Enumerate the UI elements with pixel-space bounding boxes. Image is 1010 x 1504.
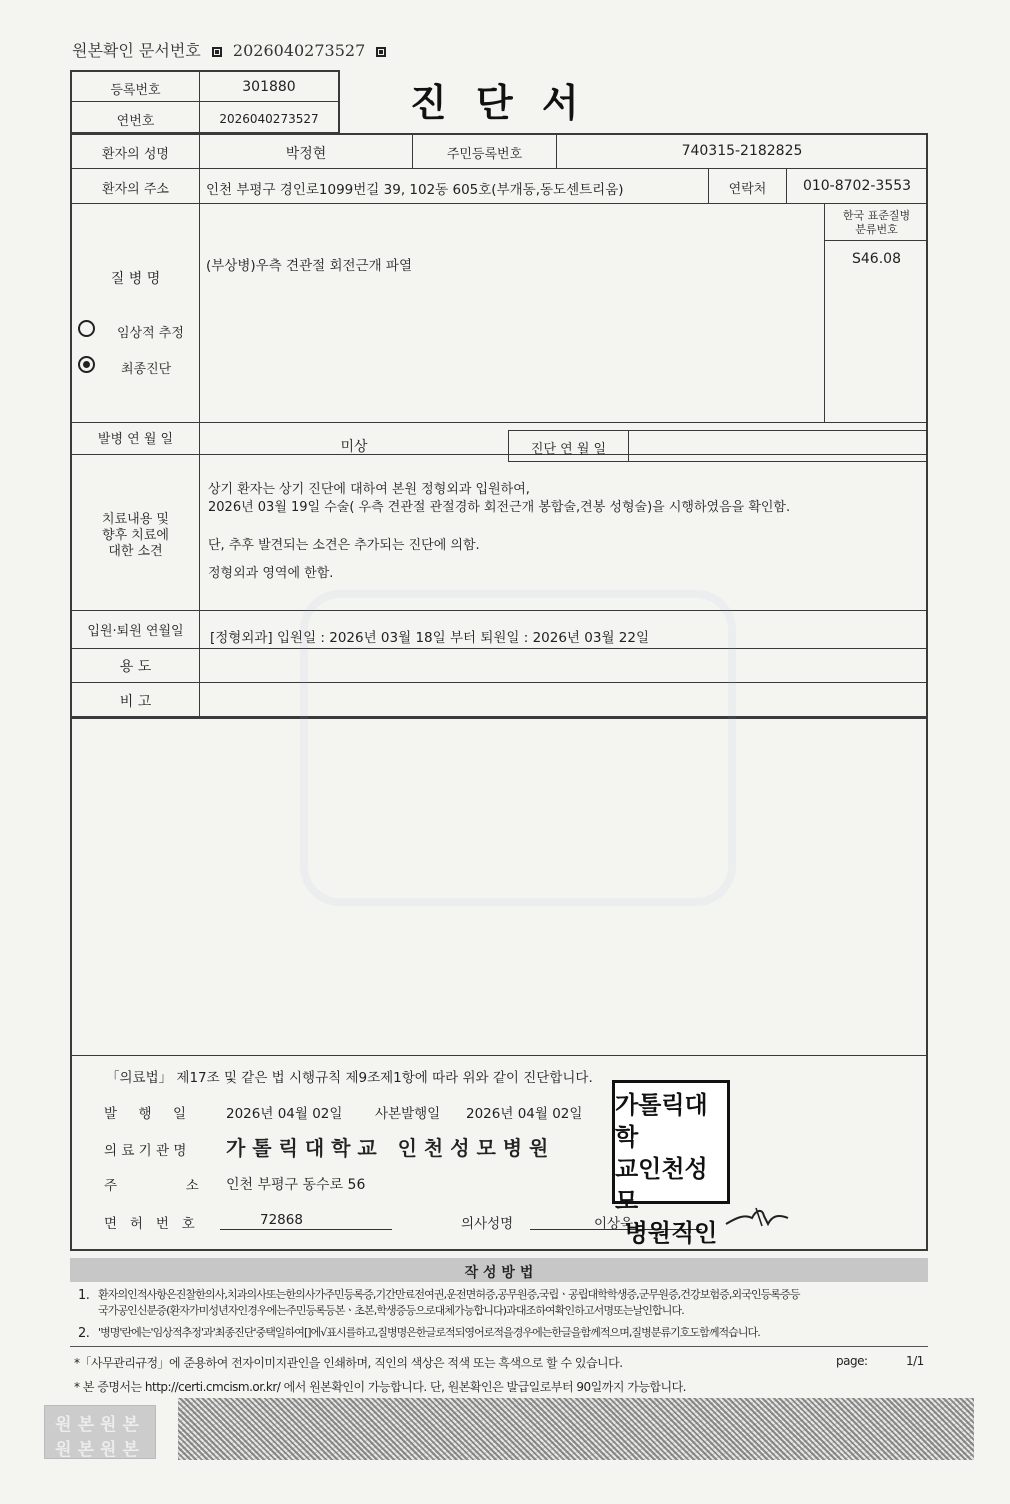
- treatment-line-4: 정형외과 영역에 한함.: [208, 566, 334, 581]
- copy-date-label: 사본발행일: [375, 1106, 441, 1122]
- note-1: *「사무관리규정」에 준용하여 전자이미지관인을 인쇄하며, 직인의 색상은 적색 또는 흑색으로 할 수 있습니다.: [74, 1356, 623, 1370]
- instruction-1-a: 환자의인적사항은진찰한의사,치과의사또는한의사가주민등록증,기간만료전여권,운전면허증,공무원증,국립ㆍ공립대학학생증,군무원증,건강보험증,외국인등록증등: [98, 1288, 800, 1301]
- remarks-label: 비 고: [119, 694, 152, 710]
- treatment-label-1: 치료내용 및: [102, 512, 169, 527]
- instruction-1-no: 1.: [78, 1288, 90, 1303]
- signature-icon: [722, 1204, 792, 1230]
- square-icon: [212, 47, 222, 57]
- patient-name-label: 환자의 성명: [102, 147, 169, 162]
- treatment-line-3: 단, 추후 발견되는 소견은 추가되는 진단에 의함.: [208, 538, 480, 553]
- address-value: 인천 부평구 경인로1099번길 39, 102동 605호(부개동,동도센트리움): [206, 182, 624, 198]
- stamp-text-1: 원본원본: [55, 1415, 145, 1435]
- doc-check-line: [72, 38, 386, 61]
- clinical-estimate-label: 임상적 추정: [117, 326, 184, 341]
- security-barcode: [178, 1398, 974, 1460]
- clinical-estimate-radio[interactable]: [78, 320, 95, 337]
- serial-value: 2026040273527: [219, 112, 319, 126]
- contact-label: 연락처: [728, 182, 767, 197]
- instruction-2: '병명'란에는'임상적추정'과'최종진단'중택일하여[]에√표시를하고,질병명은한글로적되영어로적을경우에는한글을함께적으며,질병분류기호도함께적습니다.: [98, 1326, 760, 1339]
- seal-row-2: 교인천성모: [615, 1154, 708, 1215]
- instructions-title: 작 성 방 법: [464, 1265, 534, 1281]
- doc-number: 2026040273527: [232, 41, 366, 60]
- diagnosis-date-label: 진단 연 월 일: [530, 442, 607, 457]
- onset-value: 미상: [340, 439, 368, 455]
- code-label-1: 한국 표준질병: [842, 209, 911, 222]
- original-stamp: [44, 1405, 156, 1459]
- purpose-label: 용 도: [119, 659, 152, 675]
- contact-value: 010-8702-3553: [802, 178, 912, 194]
- copy-date: 2026년 04월 02일: [466, 1106, 583, 1122]
- issue-date-label: 발 행 일: [104, 1106, 187, 1122]
- rrn-label: 주민등록번호: [446, 147, 523, 162]
- final-diagnosis-radio[interactable]: [78, 356, 95, 373]
- instruction-2-no: 2.: [78, 1326, 90, 1341]
- document-title: 진 단 서: [410, 81, 587, 125]
- doctor-label: 의사성명: [461, 1216, 514, 1232]
- treatment-line-1: 상기 환자는 상기 진단에 대하여 본원 정형외과 입원하여,: [208, 482, 530, 497]
- rrn-value: 740315-2182825: [681, 143, 803, 159]
- disease-code: S46.08: [852, 251, 901, 267]
- disease-name: (부상병)우측 견관절 회전근개 파열: [206, 258, 412, 274]
- institution-name: 가 톨 릭 대 학 교 인 천 성 모 병 원: [226, 1136, 549, 1160]
- address-label: 환자의 주소: [102, 182, 169, 197]
- admission-value: [정형외과] 입원일 : 2026년 03월 18일 부터 퇴원일 : 2026년 03월 22일: [210, 630, 649, 646]
- final-diagnosis-label: 최종진단: [121, 362, 172, 377]
- treatment-label-2: 향후 치료에: [102, 528, 169, 543]
- seal-row-3: 병원직인: [624, 1218, 718, 1247]
- treatment-line-2: 2026년 03월 19일 수술( 우측 견관절 관절경하 회전근개 봉합술,견봉 성형술)을 시행하였음을 확인함.: [208, 500, 791, 515]
- note-2: * 본 증명서는 http://certi.cmcism.or.kr/ 에서 원본확인이 가능합니다. 단, 원본확인은 발급일로부터 90일까지 가능합니다.: [74, 1380, 686, 1394]
- reg-no-value: 301880: [242, 79, 296, 95]
- page-label: page:: [836, 1354, 868, 1368]
- square-icon: [376, 47, 386, 57]
- institution-address-label: 주 소: [104, 1178, 199, 1194]
- code-label-2: 분류번호: [855, 223, 898, 236]
- page-value: 1/1: [906, 1354, 924, 1368]
- law-statement: 「의료법」 제17조 및 같은 법 시행규칙 제9조제1항에 따라 위와 같이 진단합니다.: [106, 1070, 593, 1086]
- patient-name: 박정현: [285, 146, 327, 162]
- stamp-text-2: 원본원본: [55, 1440, 145, 1460]
- reg-no-label: 등록번호: [110, 83, 161, 98]
- admission-label: 입원·퇴원 연월일: [87, 624, 184, 639]
- license-label: 면 허 번 호: [104, 1216, 195, 1232]
- doc-check-label: 원본확인 문서번호: [72, 41, 201, 60]
- watermark: [300, 590, 736, 906]
- doctor-name: 이상욱: [594, 1216, 634, 1232]
- serial-label: 연번호: [116, 114, 155, 129]
- seal-row-1: 가톨릭대학: [615, 1090, 708, 1151]
- institution-address: 인천 부평구 동수로 56: [226, 1177, 366, 1193]
- institution-label: 의 료 기 관 명: [104, 1143, 187, 1159]
- treatment-label-3: 대한 소견: [108, 544, 163, 559]
- instruction-1-b: 국가공인신분증(환자가미성년자인경우에는주민등록등본ㆍ초본,학생증등으로대체가능합니다)과대조하여확인하고서명또는날인합니다.: [98, 1304, 684, 1317]
- onset-label: 발병 연 월 일: [97, 432, 174, 447]
- license-number: 72868: [260, 1212, 303, 1228]
- disease-label: 질 병 명: [110, 271, 161, 287]
- issue-date: 2026년 04월 02일: [226, 1106, 343, 1122]
